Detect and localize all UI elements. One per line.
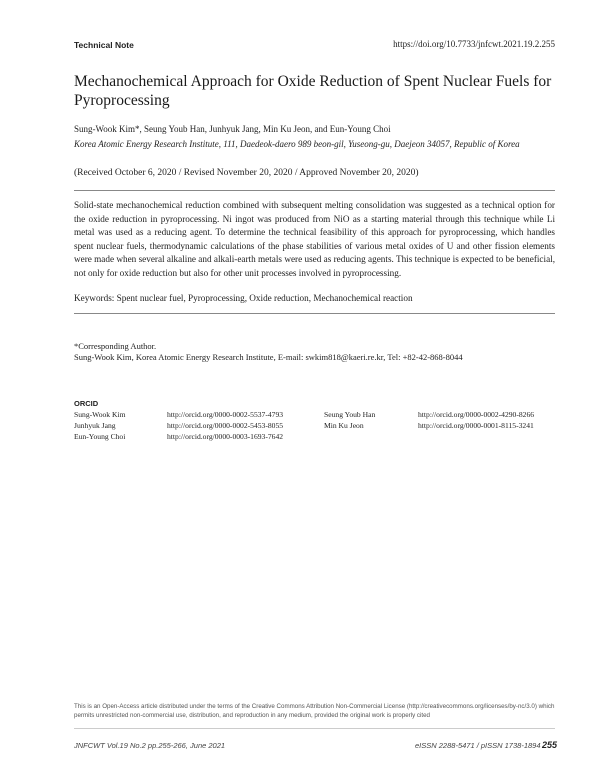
issn: eISSN 2288-5471 / pISSN 1738-1894 [415, 741, 541, 750]
orcid-entry [324, 420, 534, 431]
affiliation: Korea Atomic Energy Research Institute, 111, Daedeok-daero 989 beon-gil, Yuseong-gu, Daejeon 34057, Republic of Korea [74, 139, 520, 149]
orcid-entry [324, 409, 534, 420]
abstract-top-divider [74, 190, 555, 191]
doi-link[interactable]: https://doi.org/10.7733/jnfcwt.2021.19.2.255 [393, 39, 555, 49]
journal-citation: JNFCWT Vol.19 No.2 pp.255-266, June 2021 [74, 741, 226, 750]
orcid-link[interactable]: http://orcid.org/0000-0002-5537-4793 [167, 410, 284, 419]
footer-divider [74, 728, 555, 729]
orcid-link[interactable]: http://orcid.org/0000-0001-8115-3241 [418, 421, 534, 430]
license-notice: This is an Open-Access article distributed under the terms of the Creative Commons Attribution Non-Commercial License (http://creativecommons.org/licenses/by-nc/3.0) which permits unrestricted non-commercial use, distribution, and reproduction in any medium, provided the original work is properly cited [74, 703, 555, 720]
abstract: Solid-state mechanochemical reduction combined with subsequent melting consolidation was suggested as a technical option for the oxide reduction in pyroprocessing. Ni ingot was produced from NiO as a starting material through this technique while Li metal was used as a reducing agent. To determine the technical feasibility of this approach for pyroprocessing, which handles spent nuclear fuels, thermodynamic calculations of the phase stabilities of various metal oxides of U and other fission elements were made when several alkaline and alkali-earth metals were used as reducing agents. This technique is expected to be beneficial, not only for oxide reduction but also for other unit processes involved in pyroprocessing. [74, 200, 555, 278]
received-dates: (Received October 6, 2020 / Revised November 20, 2020 / Approved November 20, 2020) [74, 168, 419, 178]
orcid-link[interactable]: http://orcid.org/0000-0002-5453-8055 [167, 421, 284, 430]
corresponding-author-label: *Corresponding Author. [74, 341, 157, 351]
orcid-entry [74, 420, 283, 431]
corresponding-author-details: Sung-Wook Kim, Korea Atomic Energy Research Institute, E-mail: swkim818@kaeri.re.kr, Tel: +82-42-868-8044 [74, 352, 463, 362]
orcid-heading: ORCID [74, 399, 99, 408]
orcid-author-name: Junhyuk Jang [74, 421, 116, 430]
orcid-author-name: Seung Youb Han [324, 410, 376, 419]
orcid-author-name: Eun-Young Choi [74, 432, 126, 441]
keywords: Keywords: Spent nuclear fuel, Pyroprocessing, Oxide reduction, Mechanochemical reaction [74, 293, 413, 303]
orcid-author-name: Min Ku Jeon [324, 421, 364, 430]
author-list: Sung-Wook Kim*, Seung Youb Han, Junhyuk Jang, Min Ku Jeon, and Eun-Young Choi [74, 124, 391, 134]
paper-title: Mechanochemical Approach for Oxide Reduction of Spent Nuclear Fuels for Pyroprocessing [74, 73, 552, 109]
orcid-list-right [324, 409, 534, 431]
orcid-entry [74, 431, 283, 442]
page-number: 255 [542, 740, 558, 750]
orcid-link[interactable]: http://orcid.org/0000-0003-1693-7642 [167, 432, 284, 441]
orcid-author-name: Sung-Wook Kim [74, 410, 126, 419]
section-label: Technical Note [74, 40, 134, 50]
orcid-link[interactable]: http://orcid.org/0000-0002-4290-8266 [418, 410, 535, 419]
orcid-entry [74, 409, 283, 420]
orcid-list-left [74, 409, 283, 442]
abstract-bottom-divider [74, 313, 555, 314]
